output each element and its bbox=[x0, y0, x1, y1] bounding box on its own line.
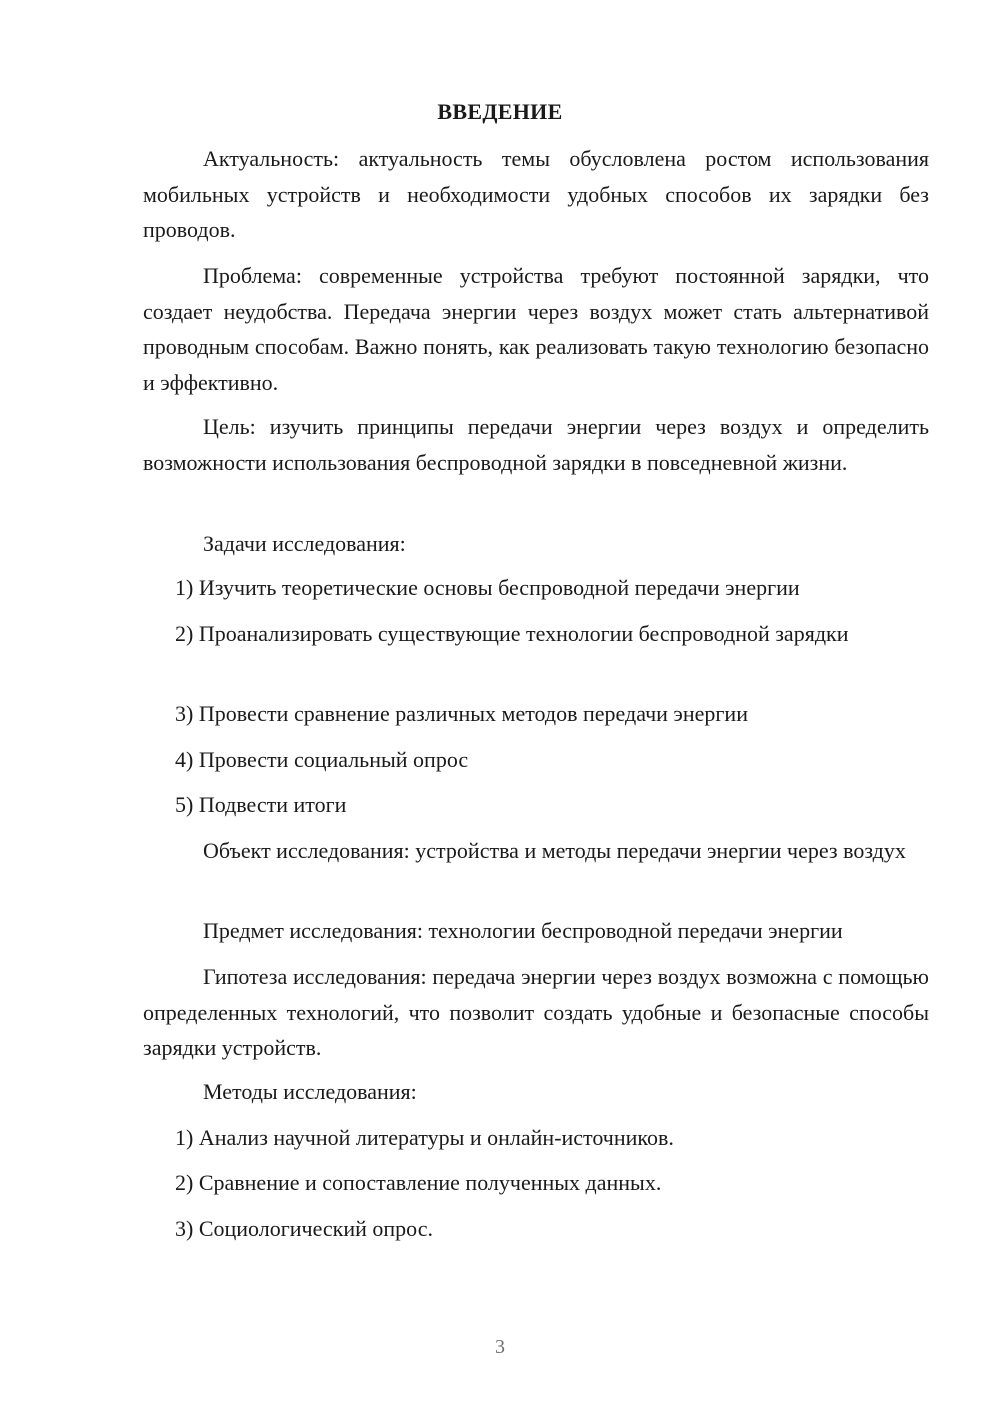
method-item-1: 1) Анализ научной литературы и онлайн-источников. bbox=[175, 1125, 674, 1150]
subject-paragraph: Предмет исследования: технологии беспроводной передачи энергии bbox=[203, 918, 843, 943]
task-item-3: 3) Провести сравнение различных методов передачи энергии bbox=[175, 701, 748, 726]
goal-paragraph: Цель: изучить принципы передачи энергии через воздух и определить возможности использования беспроводной зарядки в повседневной жизни. bbox=[143, 414, 929, 475]
problem-paragraph: Проблема: современные устройства требуют постоянной зарядки, что создает неудобства. Передача энергии через воздух может стать альтернативой проводным способам. Важно понять, как реализовать такую технологию безопасно и эффективно. bbox=[143, 263, 929, 395]
method-item-3: 3) Социологический опрос. bbox=[175, 1216, 433, 1241]
page-number: 3 bbox=[495, 1336, 505, 1358]
task-item-4: 4) Провести социальный опрос bbox=[175, 747, 469, 772]
object-paragraph: Объект исследования: устройства и методы передачи энергии через воздух bbox=[203, 838, 906, 863]
methods-heading: Методы исследования: bbox=[203, 1079, 417, 1104]
page-title: ВВЕДЕНИЕ bbox=[437, 99, 563, 124]
method-item-2: 2) Сравнение и сопоставление полученных данных. bbox=[175, 1170, 662, 1195]
task-item-1: 1) Изучить теоретические основы беспроводной передачи энергии bbox=[175, 575, 800, 600]
relevance-paragraph: Актуальность: актуальность темы обусловлена ростом использования мобильных устройств и необходимости удобных способов их зарядки без проводов. bbox=[143, 146, 929, 242]
task-item-5: 5) Подвести итоги bbox=[175, 792, 347, 817]
tasks-heading: Задачи исследования: bbox=[203, 531, 406, 556]
hypothesis-paragraph: Гипотеза исследования: передача энергии через воздух возможна с помощью определенных технологий, что позволит создать удобные и безопасные способы зарядки устройств. bbox=[143, 964, 929, 1060]
task-item-2: 2) Проанализировать существующие технологии беспроводной зарядки bbox=[175, 621, 849, 646]
